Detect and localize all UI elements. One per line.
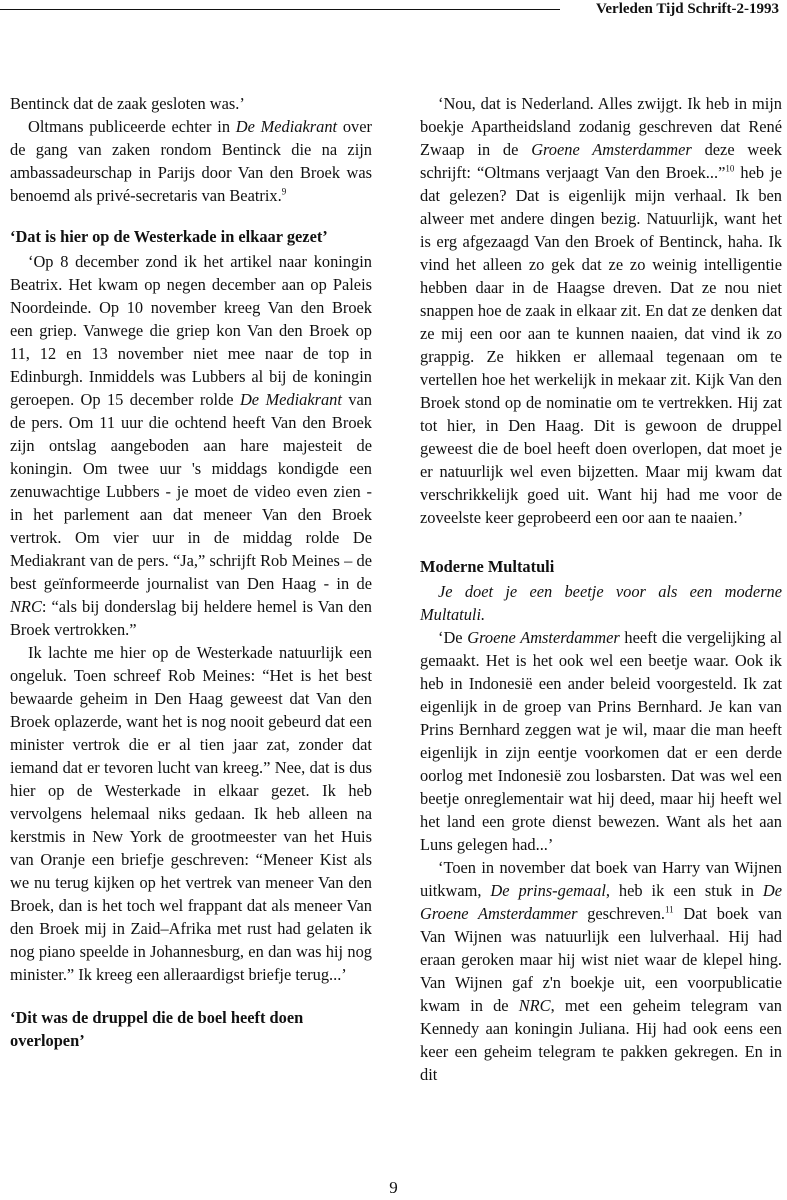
text: ‘Op 8 december zond ik het artikel naar koningin Beatrix. Het kwam op negen december aan op Paleis Noordeinde. Op 10 november kreeg Van den Broek een griep. Vanwege die griep kon Van den Broek op 11, 12 en 13 november niet mee naar de top in Edinburgh. Inmiddels was Lubbers al bij de koningin geroepen. Op 15 december rolde <box>10 252 372 409</box>
paragraph <box>10 92 372 115</box>
text: van de pers. Om 11 uur die ochtend heeft Van den Broek zijn ontslag aangeboden aan hare majesteit de koningin. Om twee uur 's middags kondigde een zenuwachtige Lubbers - je moet de video even zien - in het parlement aan dat meneer Van den Broek vertrok. Om vier uur in de middag rolde De Mediakrant van de pers. “Ja,” schrijft Rob Meines – de best geïnformeerde journalist van Den Haag - in de <box>10 390 372 593</box>
text: Bentinck dat de zaak gesloten was.’ <box>10 94 245 113</box>
publication-title: De Mediakrant <box>239 390 342 409</box>
book-title: De prins-gemaal <box>490 881 606 900</box>
paragraph <box>10 115 372 207</box>
footnote-ref: 10 <box>725 163 735 174</box>
paragraph <box>420 92 782 529</box>
footnote-ref: 9 <box>281 186 287 197</box>
paragraph <box>10 250 372 641</box>
text: Oltmans publiceerde echter in <box>28 117 236 136</box>
footnote-ref: 11 <box>665 904 674 915</box>
header-rule <box>0 9 560 10</box>
running-header: Verleden Tijd Schrift-2-1993 <box>595 1 779 17</box>
publication-title: De Mediakrant <box>235 117 338 136</box>
left-column <box>10 92 372 1054</box>
text: over de gang van zaken rondom Bentinck die na zijn ambassadeurschap in Parijs door Van den Broek was benoemd als privé-secretaris van Beatrix. <box>10 117 372 205</box>
text: heb je dat gelezen? Dat is eigenlijk mijn verhaal. Ik ben alweer met andere dingen bezig. Natuurlijk, want het is erg afgezaagd Van den Broek of Bentinck, haha. Ik vind het alleen zo gek dat ze zo weinig intelligentie hebben daar in de Haagse dreven. Dat ze nou niet snappen hoe de zaak in elkaar zit. En dat ze denken dat ze mij een oor aan te kunnen naaien, dat vind ik zo grappig. Ze hikken er allemaal tegenaan om te vertellen hoe het werkelijk in mekaar zit. Kijk Van den Broek stond op de nominatie om te vertrekken. Hij zat tot hier, in Den Haag. Dit is gewoon de druppel geweest die de boel heeft doen overlopen, dat moet je er natuurlijk wel even bijzetten. Maar mij kwam dat verschrikkelijk goed uit. Want hij had me voor de zoveelste keer geprobeerd een oor aan te naaien.’ <box>420 163 782 527</box>
text: geschreven. <box>577 904 666 923</box>
text: Ik lachte me hier op de Westerkade natuurlijk een ongeluk. Toen schreef Rob Meines: “Het is het best bewaarde geheim in Den Haag geweest dat Van den Broek oplazerde, want het is nog nooit gebeurd dat een minister vertrok die er al tien jaar zat, zonder dat iemand dat er tevoren lucht van kreeg.” Nee, dat is dus hier op de Westerkade in elkaar gezet. Ik heb vervolgens helemaal niks gedaan. Ik heb alleen na kerstmis in New York de grootmeester van het Huis van Oranje een briefje geschreven: “Meneer Kist als we nu terug kijken op het vertrek van meneer Van den Broek, dan is het toch wel frappant dat als meneer Van den Broek mij in Zaid–Afrika met rust had gelaten ik nog piano speelde in Johannesburg, en dan was hij nog minister.” Ik kreeg een alleraardigst briefje terug...’ <box>10 643 372 984</box>
text: , met een geheim telegram van Kennedy aan koningin Juliana. Hij had ook eens een keer een geheim telegram te pakken gekregen. En in dit <box>420 996 782 1084</box>
section-heading: ‘Dat is hier op de Westerkade in elkaar gezet’ <box>10 227 328 246</box>
paragraph <box>420 626 782 856</box>
text: : “als bij donderslag bij heldere hemel is Van den Broek vertrokken.” <box>10 597 372 639</box>
page-number: 9 <box>389 1178 398 1197</box>
text: ‘Toen in november dat boek van Harry van Wijnen uitkwam, <box>420 858 782 900</box>
section-heading: Moderne Multatuli <box>420 557 555 576</box>
text: ‘Nou, dat is Nederland. Alles zwijgt. Ik heb in mijn boekje Apartheidsland zodanig geschreven dat René Zwaap in de <box>420 94 782 159</box>
publication-title: Groene Amsterdammer <box>467 628 620 647</box>
publication-title: NRC <box>10 597 42 616</box>
section-heading: ‘Dit was de druppel die de boel heeft doen overlopen’ <box>10 1008 304 1050</box>
text: ‘De <box>438 628 468 647</box>
interview-question: Je doet je een beetje voor als een moderne Multatuli. <box>420 582 782 624</box>
text: , heb ik een stuk in <box>605 881 763 900</box>
text: Dat boek van Van Wijnen was natuurlijk een lulverhaal. Hij had eraan geroken maar hij wist niet waar de klepel hing. Van Wijnen gaf z'n boekje uit, een voorpublicatie kwam in de <box>420 904 782 1015</box>
right-column <box>420 92 782 1086</box>
paragraph <box>420 856 782 1086</box>
text: heeft die vergelijking al gemaakt. Het is het ook wel een beetje waar. Ook ik heb in Indonesië een ander beleid voorgesteld. Ik zat eigenlijk in de groep van Prins Bernhard. Je kan van Prins Bernhard zeggen wat je wil, maar die man heeft eigenlijk in zijn eentje voorkomen dat er een derde oorlog met Indonesië zou losbarsten. Dat was wel een beetje onreglementair wat hij deed, maar hij heeft wel het land een grote dienst bewezen. Want als het aan Luns gelegen had...’ <box>420 628 782 854</box>
paragraph <box>10 641 372 986</box>
publication-title: NRC <box>518 996 551 1015</box>
publication-title: De Groene Amsterdammer <box>420 881 782 923</box>
publication-title: Groene Amsterdammer <box>531 140 692 159</box>
text: deze week schrijft: “Oltmans verjaagt Van den Broek...” <box>420 140 782 182</box>
